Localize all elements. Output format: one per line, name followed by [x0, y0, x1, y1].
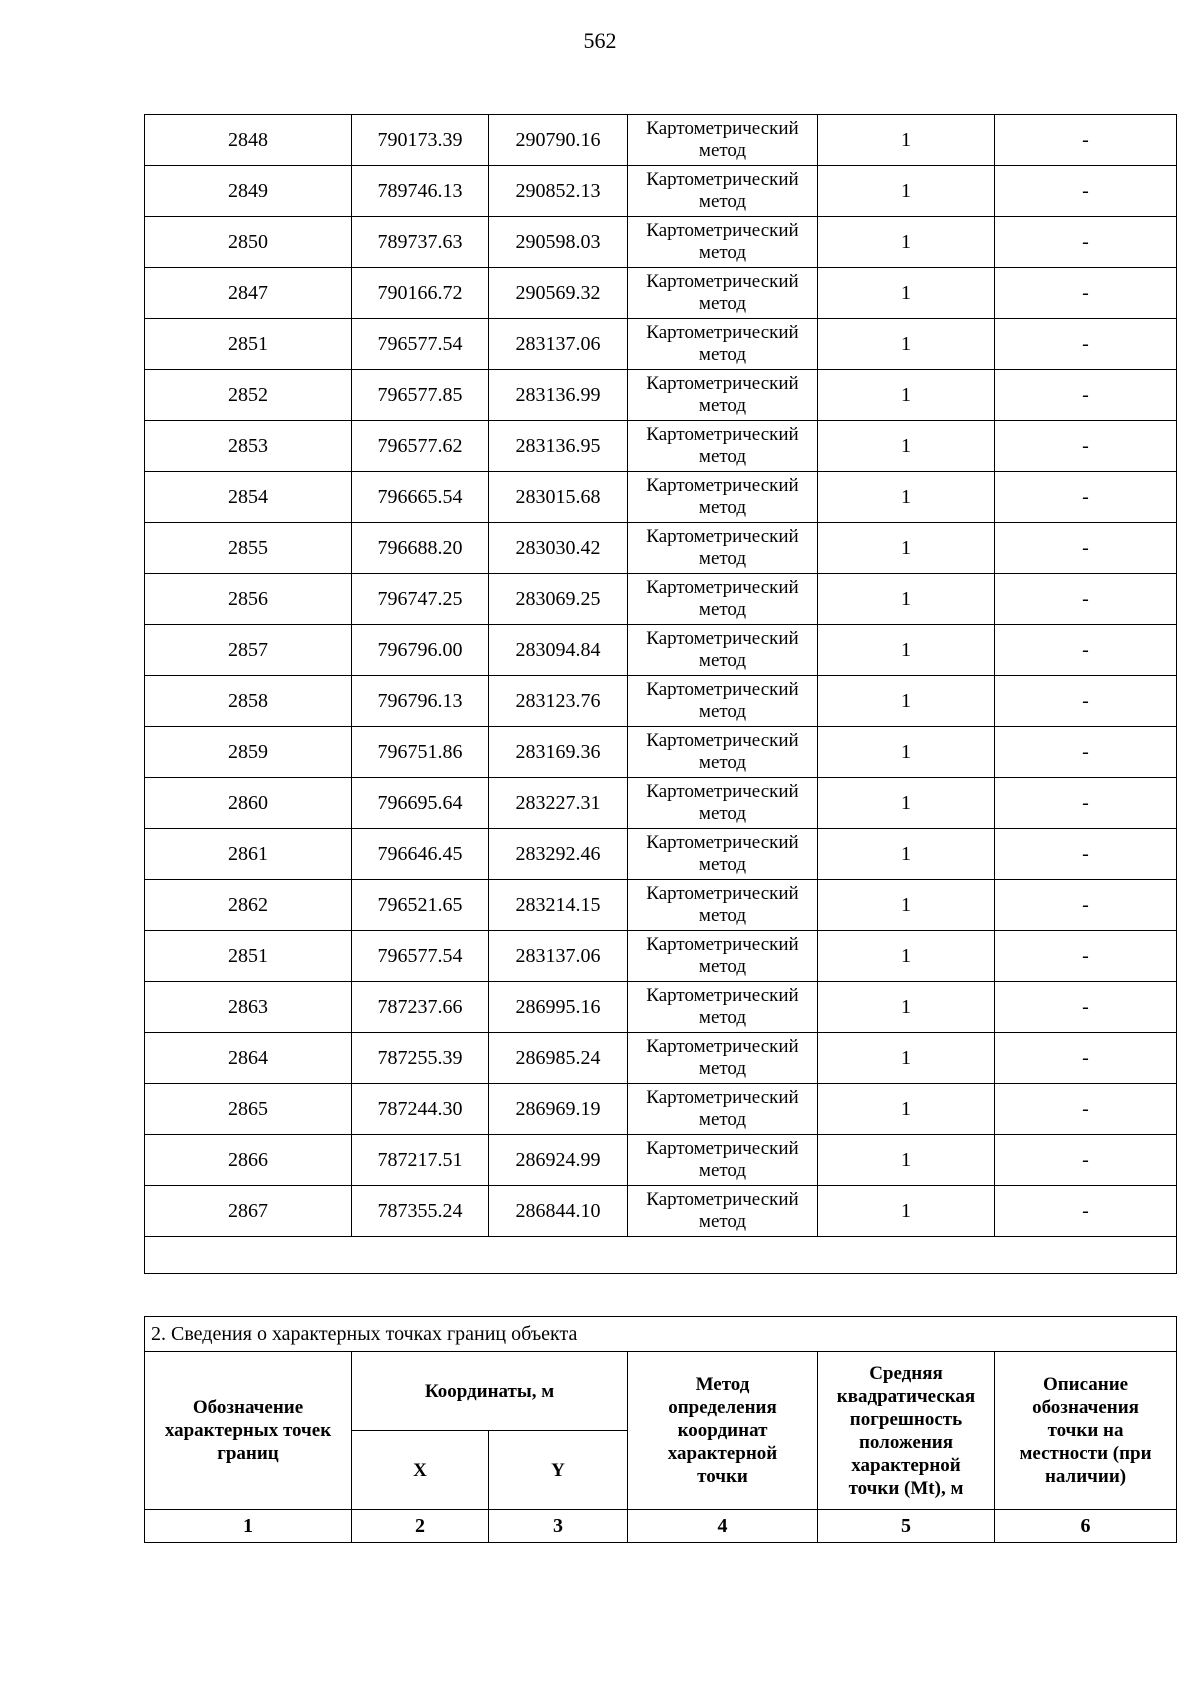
- section2-title: 2. Сведения о характерных точках границ объекта: [145, 1317, 1177, 1352]
- table-row: [145, 523, 1177, 574]
- point-cell: 2858: [145, 676, 352, 727]
- description-cell: -: [995, 931, 1177, 982]
- method-line: метод: [698, 395, 747, 416]
- method-line: метод: [698, 905, 747, 926]
- column-number: 1: [145, 1510, 352, 1543]
- point-cell: 2856: [145, 574, 352, 625]
- header-point-designation: [145, 1352, 352, 1510]
- method-cell: [628, 727, 818, 778]
- table-row: [145, 115, 1177, 166]
- mt-cell: 1: [818, 778, 995, 829]
- x-cell: 790173.39: [352, 115, 489, 166]
- table-row: [145, 370, 1177, 421]
- method-line: Картометрический: [646, 883, 799, 904]
- method-line: метод: [698, 191, 747, 212]
- blank-cell: [145, 1237, 1177, 1274]
- x-cell: 796577.54: [352, 931, 489, 982]
- point-cell: 2864: [145, 1033, 352, 1084]
- header-method-l1: определения: [668, 1397, 777, 1418]
- y-cell: 283136.99: [489, 370, 628, 421]
- description-cell: -: [995, 1033, 1177, 1084]
- y-cell: 290569.32: [489, 268, 628, 319]
- y-cell: 283137.06: [489, 931, 628, 982]
- column-number: 6: [995, 1510, 1177, 1543]
- y-cell: 283094.84: [489, 625, 628, 676]
- method-cell: [628, 574, 818, 625]
- mt-cell: 1: [818, 523, 995, 574]
- method-line: Картометрический: [646, 118, 799, 139]
- description-cell: -: [995, 217, 1177, 268]
- method-line: метод: [698, 446, 747, 467]
- point-cell: 2863: [145, 982, 352, 1033]
- table-row: [145, 1186, 1177, 1237]
- method-line: метод: [698, 548, 747, 569]
- y-cell: 283015.68: [489, 472, 628, 523]
- y-cell: 286969.19: [489, 1084, 628, 1135]
- method-line: метод: [698, 752, 747, 773]
- method-cell: [628, 370, 818, 421]
- header-method-l2: координат: [677, 1420, 768, 1441]
- method-line: Картометрический: [646, 934, 799, 955]
- method-line: метод: [698, 1211, 747, 1232]
- x-cell: 787255.39: [352, 1033, 489, 1084]
- method-line: метод: [698, 140, 747, 161]
- y-cell: 283123.76: [489, 676, 628, 727]
- mt-cell: 1: [818, 880, 995, 931]
- description-cell: -: [995, 421, 1177, 472]
- table-row: [145, 931, 1177, 982]
- x-cell: 796747.25: [352, 574, 489, 625]
- table-row: [145, 574, 1177, 625]
- method-line: Картометрический: [646, 1087, 799, 1108]
- table-row: [145, 982, 1177, 1033]
- point-cell: 2849: [145, 166, 352, 217]
- mt-cell: 1: [818, 217, 995, 268]
- mt-cell: 1: [818, 472, 995, 523]
- header-method-l0: Метод: [695, 1374, 750, 1395]
- table-row: [145, 829, 1177, 880]
- table-row: [145, 1135, 1177, 1186]
- method-cell: [628, 625, 818, 676]
- x-cell: 796577.85: [352, 370, 489, 421]
- x-cell: 787217.51: [352, 1135, 489, 1186]
- table-row: [145, 319, 1177, 370]
- point-cell: 2865: [145, 1084, 352, 1135]
- method-line: метод: [698, 1109, 747, 1130]
- point-cell: 2847: [145, 268, 352, 319]
- x-cell: 789746.13: [352, 166, 489, 217]
- x-cell: 796577.62: [352, 421, 489, 472]
- point-cell: 2852: [145, 370, 352, 421]
- table-row: [145, 472, 1177, 523]
- table-row: [145, 1033, 1177, 1084]
- method-line: метод: [698, 497, 747, 518]
- header-y: Y: [489, 1431, 628, 1510]
- method-line: Картометрический: [646, 220, 799, 241]
- header-point-designation-l0: Обозначение: [192, 1397, 304, 1418]
- header-x: X: [352, 1431, 489, 1510]
- mt-cell: 1: [818, 319, 995, 370]
- column-number: 4: [628, 1510, 818, 1543]
- method-line: Картометрический: [646, 628, 799, 649]
- x-cell: 787244.30: [352, 1084, 489, 1135]
- mt-cell: 1: [818, 1084, 995, 1135]
- point-cell: 2854: [145, 472, 352, 523]
- method-line: метод: [698, 701, 747, 722]
- table-row: [145, 421, 1177, 472]
- method-line: метод: [698, 1007, 747, 1028]
- header-description-l0: Описание: [1042, 1374, 1129, 1395]
- header-error-l2: погрешность: [849, 1408, 963, 1430]
- method-cell: [628, 115, 818, 166]
- header-error-l5: точки (Mt), м: [848, 1477, 964, 1499]
- table-row: [145, 727, 1177, 778]
- description-cell: -: [995, 982, 1177, 1033]
- table-row: [145, 778, 1177, 829]
- description-cell: -: [995, 676, 1177, 727]
- method-line: метод: [698, 1160, 747, 1181]
- y-cell: 286995.16: [489, 982, 628, 1033]
- method-cell: [628, 1084, 818, 1135]
- mt-cell: 1: [818, 1186, 995, 1237]
- point-cell: 2867: [145, 1186, 352, 1237]
- mt-cell: 1: [818, 370, 995, 421]
- method-line: Картометрический: [646, 730, 799, 751]
- x-cell: 796796.00: [352, 625, 489, 676]
- method-line: метод: [698, 956, 747, 977]
- method-line: Картометрический: [646, 475, 799, 496]
- y-cell: 290598.03: [489, 217, 628, 268]
- method-line: Картометрический: [646, 1189, 799, 1210]
- method-cell: [628, 931, 818, 982]
- method-line: метод: [698, 242, 747, 263]
- table-row: [145, 625, 1177, 676]
- method-cell: [628, 982, 818, 1033]
- header-error-l0: Средняя: [869, 1362, 943, 1384]
- method-cell: [628, 166, 818, 217]
- description-cell: -: [995, 1135, 1177, 1186]
- header-error-l3: положения: [858, 1431, 954, 1453]
- point-cell: 2848: [145, 115, 352, 166]
- method-cell: [628, 1186, 818, 1237]
- header-error-l4: характерной: [851, 1454, 961, 1476]
- header-description-l3: местности (при: [1019, 1443, 1152, 1464]
- method-line: метод: [698, 293, 747, 314]
- x-cell: 796521.65: [352, 880, 489, 931]
- y-cell: 283136.95: [489, 421, 628, 472]
- y-cell: 286924.99: [489, 1135, 628, 1186]
- method-cell: [628, 1033, 818, 1084]
- x-cell: 796688.20: [352, 523, 489, 574]
- x-cell: 796646.45: [352, 829, 489, 880]
- point-cell: 2859: [145, 727, 352, 778]
- point-cell: 2861: [145, 829, 352, 880]
- method-line: метод: [698, 1058, 747, 1079]
- description-cell: -: [995, 115, 1177, 166]
- mt-cell: 1: [818, 829, 995, 880]
- method-line: Картометрический: [646, 373, 799, 394]
- point-cell: 2855: [145, 523, 352, 574]
- method-line: Картометрический: [646, 322, 799, 343]
- description-cell: -: [995, 166, 1177, 217]
- mt-cell: 1: [818, 727, 995, 778]
- column-number: 3: [489, 1510, 628, 1543]
- method-line: метод: [698, 650, 747, 671]
- description-cell: -: [995, 574, 1177, 625]
- description-cell: -: [995, 370, 1177, 421]
- method-line: Картометрический: [646, 832, 799, 853]
- method-line: метод: [698, 344, 747, 365]
- table-row: [145, 1084, 1177, 1135]
- x-cell: 796796.13: [352, 676, 489, 727]
- point-cell: 2860: [145, 778, 352, 829]
- method-line: Картометрический: [646, 985, 799, 1006]
- table-row: [145, 676, 1177, 727]
- method-line: Картометрический: [646, 271, 799, 292]
- mt-cell: 1: [818, 166, 995, 217]
- y-cell: 283214.15: [489, 880, 628, 931]
- method-cell: [628, 319, 818, 370]
- mt-cell: 1: [818, 268, 995, 319]
- header-method: [628, 1352, 818, 1510]
- method-line: Картометрический: [646, 1036, 799, 1057]
- method-line: метод: [698, 599, 747, 620]
- x-cell: 796751.86: [352, 727, 489, 778]
- description-cell: -: [995, 727, 1177, 778]
- header-point-designation-l2: границ: [217, 1443, 279, 1464]
- point-cell: 2851: [145, 319, 352, 370]
- method-cell: [628, 472, 818, 523]
- table-row: [145, 166, 1177, 217]
- method-cell: [628, 1135, 818, 1186]
- blank-row: [145, 1237, 1177, 1274]
- method-line: Картометрический: [646, 577, 799, 598]
- method-cell: [628, 268, 818, 319]
- table-row: [145, 268, 1177, 319]
- y-cell: 286985.24: [489, 1033, 628, 1084]
- header-method-l4: точки: [697, 1466, 748, 1487]
- mt-cell: 1: [818, 1033, 995, 1084]
- page-number: 562: [583, 28, 617, 53]
- point-cell: 2862: [145, 880, 352, 931]
- method-line: Картометрический: [646, 1138, 799, 1159]
- mt-cell: 1: [818, 931, 995, 982]
- mt-cell: 1: [818, 676, 995, 727]
- header-method-l3: характерной: [667, 1443, 778, 1464]
- y-cell: 283227.31: [489, 778, 628, 829]
- column-number: 5: [818, 1510, 995, 1543]
- y-cell: 283292.46: [489, 829, 628, 880]
- header-description: [995, 1352, 1177, 1510]
- mt-cell: 1: [818, 1135, 995, 1186]
- x-cell: 796695.64: [352, 778, 489, 829]
- method-cell: [628, 676, 818, 727]
- header-point-designation-l1: характерных точек: [164, 1420, 332, 1441]
- header-description-l1: обозначения: [1032, 1397, 1139, 1418]
- method-line: Картометрический: [646, 424, 799, 445]
- header-error-l1: квадратическая: [836, 1385, 976, 1407]
- table-row: [145, 880, 1177, 931]
- header-description-l2: точки на: [1047, 1420, 1124, 1441]
- description-cell: -: [995, 472, 1177, 523]
- y-cell: 290852.13: [489, 166, 628, 217]
- y-cell: 283030.42: [489, 523, 628, 574]
- mt-cell: 1: [818, 625, 995, 676]
- method-line: Картометрический: [646, 679, 799, 700]
- description-cell: -: [995, 1084, 1177, 1135]
- header-description-l4: наличии): [1044, 1466, 1127, 1487]
- description-cell: -: [995, 778, 1177, 829]
- description-cell: -: [995, 268, 1177, 319]
- y-cell: 283169.36: [489, 727, 628, 778]
- method-cell: [628, 829, 818, 880]
- x-cell: 787237.66: [352, 982, 489, 1033]
- method-cell: [628, 778, 818, 829]
- point-cell: 2866: [145, 1135, 352, 1186]
- description-cell: -: [995, 1186, 1177, 1237]
- x-cell: 796665.54: [352, 472, 489, 523]
- method-line: метод: [698, 854, 747, 875]
- points-table-body: [145, 115, 1177, 1274]
- point-cell: 2857: [145, 625, 352, 676]
- method-cell: [628, 880, 818, 931]
- y-cell: 286844.10: [489, 1186, 628, 1237]
- point-cell: 2853: [145, 421, 352, 472]
- mt-cell: 1: [818, 115, 995, 166]
- header-coordinates: Координаты, м: [352, 1352, 628, 1431]
- x-cell: 789737.63: [352, 217, 489, 268]
- method-cell: [628, 421, 818, 472]
- method-cell: [628, 523, 818, 574]
- x-cell: 790166.72: [352, 268, 489, 319]
- description-cell: -: [995, 880, 1177, 931]
- mt-cell: 1: [818, 421, 995, 472]
- y-cell: 290790.16: [489, 115, 628, 166]
- method-line: Картометрический: [646, 169, 799, 190]
- table-row: [145, 217, 1177, 268]
- description-cell: -: [995, 523, 1177, 574]
- mt-cell: 1: [818, 574, 995, 625]
- method-cell: [628, 217, 818, 268]
- x-cell: 796577.54: [352, 319, 489, 370]
- description-cell: -: [995, 319, 1177, 370]
- column-number: 2: [352, 1510, 489, 1543]
- mt-cell: 1: [818, 982, 995, 1033]
- y-cell: 283069.25: [489, 574, 628, 625]
- description-cell: -: [995, 625, 1177, 676]
- description-cell: -: [995, 829, 1177, 880]
- section2-table: [144, 1316, 1177, 1543]
- x-cell: 787355.24: [352, 1186, 489, 1237]
- point-cell: 2851: [145, 931, 352, 982]
- points-table: [144, 114, 1177, 1274]
- y-cell: 283137.06: [489, 319, 628, 370]
- method-line: Картометрический: [646, 526, 799, 547]
- header-error: [818, 1352, 995, 1510]
- method-line: метод: [698, 803, 747, 824]
- point-cell: 2850: [145, 217, 352, 268]
- method-line: Картометрический: [646, 781, 799, 802]
